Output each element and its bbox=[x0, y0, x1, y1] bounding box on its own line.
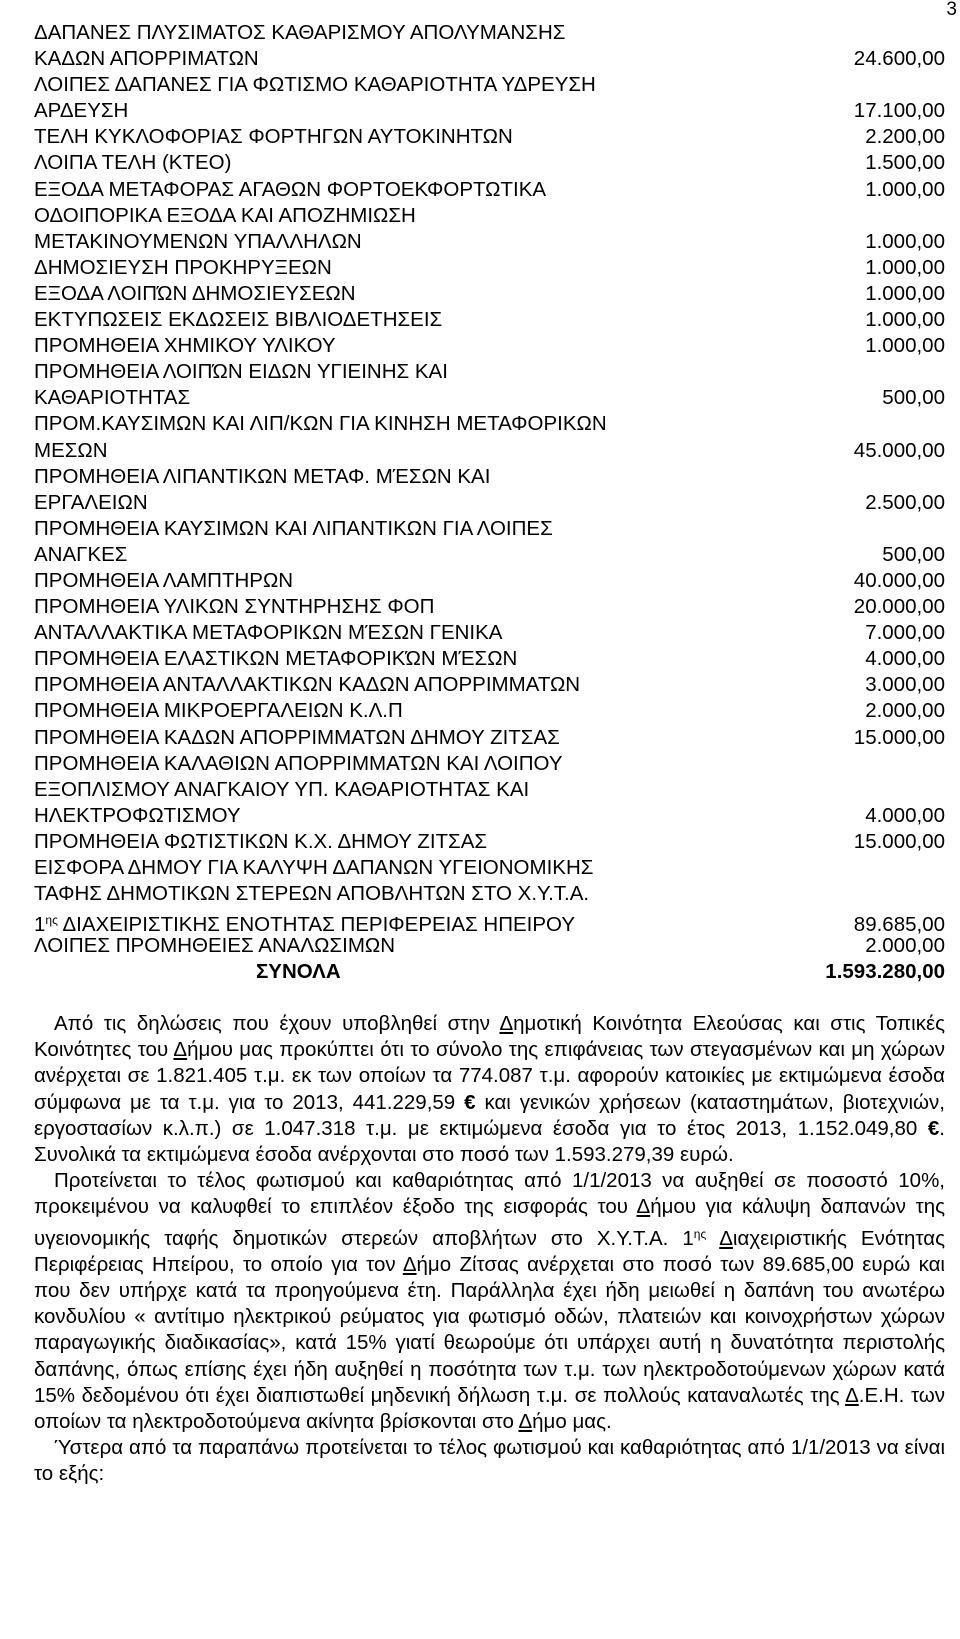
expense-label: ΜΕΤΑΚΙΝΟΥΜΕΝΩΝ ΥΠΑΛΛΗΛΩΝ bbox=[34, 229, 362, 253]
expense-label: ΔΗΜΟΣΙΕΥΣΗ ΠΡΟΚΗΡΥΞΕΩΝ bbox=[34, 255, 332, 279]
contribution-label: ΕΙΣΦΟΡΑ ΔΗΜΟΥ ΓΙΑ ΚΑΛΥΨΗ ΔΑΠΑΝΩΝ ΥΓΕΙΟΝΟΜΙΚΗΣ bbox=[34, 856, 594, 879]
expense-label: ΛΟΙΠΑ ΤΕΛΗ (ΚΤΕΟ) bbox=[34, 151, 232, 175]
expense-label: ΚΑΘΑΡΙΟΤΗΤΑΣ bbox=[34, 386, 191, 410]
expense-amount: 1.000,00 bbox=[865, 255, 945, 279]
expense-amount: 1.000,00 bbox=[865, 177, 945, 201]
expense-line bbox=[34, 281, 945, 307]
expense-amount: 15.000,00 bbox=[853, 829, 945, 853]
expense-label: ΛΟΙΠΕΣ ΔΑΠΑΝΕΣ ΓΙΑ ΦΩΤΙΣΜΟ ΚΑΘΑΡΙΟΤΗΤΑ ΥΔΡΕΥΣΗ bbox=[34, 73, 596, 97]
expense-amount: 2.000,00 bbox=[865, 699, 945, 723]
paragraph-text: ήμου για κάλυψη δαπανών της υγειονομικής ταφής δημοτικών στερεών αποβλήτων στο Χ.Υ.Τ.Α. 1 bbox=[34, 1195, 946, 1250]
expense-amount: 40.000,00 bbox=[853, 568, 945, 592]
total-label: ΣΥΝΟΛΑ bbox=[256, 960, 341, 984]
expense-amount: 7.000,00 bbox=[865, 621, 945, 645]
expense-label: ΠΡΟΜΗΘΕΙΑ ΛΟΙΠΏΝ ΕΙΔΩΝ ΥΓΙΕΙΝΗΣ ΚΑΙ bbox=[34, 360, 448, 384]
expense-amount: 500,00 bbox=[882, 542, 945, 566]
paragraph-text bbox=[706, 1227, 719, 1250]
expense-line bbox=[34, 725, 945, 751]
expense-label: ΠΡΟΜ.ΚΑΥΣΙΜΩΝ ΚΑΙ ΛΙΠ/ΚΩΝ ΓΙΑ ΚΙΝΗΣΗ ΜΕΤΑΦΟΡΙΚΩΝ bbox=[34, 412, 607, 436]
expense-label: ΠΡΟΜΗΘΕΙΑ ΕΛΑΣΤΙΚΩΝ ΜΕΤΑΦΟΡΙΚΏΝ ΜΈΣΩΝ bbox=[34, 647, 518, 671]
expense-line bbox=[34, 359, 945, 385]
expense-line bbox=[34, 150, 945, 176]
expense-amount: 2.200,00 bbox=[865, 125, 945, 149]
expense-line bbox=[34, 307, 945, 333]
expense-line bbox=[34, 516, 945, 542]
expense-label: ΠΡΟΜΗΘΕΙΑ ΚΑΛΑΘΙΩΝ ΑΠΟΡΡΙΜΜΑΤΩΝ ΚΑΙ ΛΟΙΠΟΥ bbox=[34, 751, 563, 775]
underlined-letter: Δ bbox=[173, 1038, 188, 1062]
contribution-text: ΔΙΑΧΕΙΡΙΣΤΙΚΗΣ ΕΝΟΤΗΤΑΣ ΠΕΡΙΦΕΡΕΙΑΣ ΗΠΕΙΡΟΥ bbox=[57, 913, 576, 937]
paragraph-text: ήμου μας προκύπτει ότι το σύνολο της επιφάνειας των στεγασμένων και μη χώρων ανέρχεται σε 1.821.405 τ.μ. εκ των οποίων τα 774.087 τ.μ. αφορούν κατοικίες με εκτιμώμενα έσοδα σύμφωνα με τα τ.μ. για το 2013, 441.229,59 bbox=[34, 1038, 945, 1114]
expense-line bbox=[34, 698, 945, 724]
expense-label: ΕΡΓΑΛΕΙΩΝ bbox=[34, 490, 148, 514]
expense-amount: 1.000,00 bbox=[865, 229, 945, 253]
expense-line bbox=[34, 777, 945, 803]
expense-amount: 15.000,00 bbox=[853, 725, 945, 749]
paragraph-text: ήμο μας. bbox=[532, 1410, 612, 1434]
expense-line bbox=[34, 803, 945, 829]
underlined-letter: Δ bbox=[636, 1195, 651, 1219]
expense-line bbox=[34, 542, 945, 568]
paragraph-text: Προτείνεται το τέλος φωτισμού και καθαριότητας από 1/1/2013 να αυξηθεί σε ποσοστό 10%, προκειμένου να καλυφθεί το επιπλέον έξοδο της εισφοράς του bbox=[34, 1169, 945, 1219]
expense-amount: 20.000,00 bbox=[853, 595, 945, 619]
contribution-label: ΤΑΦΗΣ ΔΗΜΟΤΙΚΩΝ ΣΤΕΡΕΩΝ ΑΠΟΒΛΗΤΩΝ ΣΤΟ Χ.Υ.Τ.Α. bbox=[34, 882, 590, 906]
paragraph-text: ημοτική Κοινότητα Ελεούσας και στις Τοπικές Κοινότητες του bbox=[34, 1012, 945, 1062]
expense-line bbox=[34, 333, 945, 359]
expense-line bbox=[34, 98, 945, 124]
paragraph-text: .Ε.Η. των οποίων τα ηλεκτροδοτούμενα ακίνητα βρίσκονται στο bbox=[34, 1383, 946, 1434]
euro-symbol: € bbox=[927, 1116, 940, 1140]
expense-amount: 500,00 bbox=[882, 386, 945, 410]
expense-amount: 1.000,00 bbox=[865, 281, 945, 305]
expense-label: ΕΞΟΠΛΙΣΜΟΥ ΑΝΑΓΚΑΙΟΥ ΥΠ. ΚΑΘΑΡΙΟΤΗΤΑΣ ΚΑΙ bbox=[34, 777, 530, 801]
underlined-letter: Δ bbox=[402, 1252, 417, 1276]
underlined-letter: Δ bbox=[499, 1012, 514, 1035]
expense-line bbox=[34, 46, 945, 72]
expense-line bbox=[34, 255, 945, 281]
paragraph-text: και γενικών χρήσεων (καταστημάτων, βιοτεχνιών, εργοστασίων κ.λ.π.) σε 1.047.318 τ.μ. με εκτιμώμενα έσοδα για το έτος 2013, 1.152.049,80 bbox=[34, 1090, 945, 1140]
expense-amount: 4.000,00 bbox=[865, 647, 945, 671]
expense-label: ΑΝΑΓΚΕΣ bbox=[34, 542, 128, 566]
expense-label: ΠΡΟΜΗΘΕΙΑ ΛΑΜΠΤΗΡΩΝ bbox=[34, 568, 294, 592]
underlined-letter: Δ bbox=[518, 1410, 533, 1434]
paragraph-text: . Συνολικά τα εκτιμώμενα έσοδα ανέρχονται στο ποσό των 1.593.279,39 ευρώ. bbox=[34, 1116, 945, 1167]
expense-label: ΠΡΟΜΗΘΕΙΑ ΚΑΥΣΙΜΩΝ ΚΑΙ ΛΙΠΑΝΤΙΚΩΝ ΓΙΑ ΛΟΙΠΕΣ bbox=[34, 516, 553, 540]
expense-line bbox=[34, 933, 945, 959]
page-number: 3 bbox=[946, 0, 957, 20]
expense-line bbox=[34, 464, 945, 490]
expense-label: ΔΑΠΑΝΕΣ ΠΛΥΣΙΜΑΤΟΣ ΚΑΘΑΡΙΣΜΟΥ ΑΠΟΛΥΜΑΝΣΗΣ bbox=[34, 21, 566, 44]
paragraph-text: Ύστερα από τα παραπάνω προτείνεται το τέλος φωτισμού και καθαριότητας από 1/1/2013 να είναι το εξής: bbox=[34, 1436, 945, 1486]
contribution-amount: 89.685,00 bbox=[853, 913, 945, 937]
expense-line bbox=[34, 72, 945, 98]
expense-label: ΠΡΟΜΗΘΕΙΑ ΑΝΤΑΛΛΑΚΤΙΚΩΝ ΚΑΔΩΝ ΑΠΟΡΡΙΜΜΑΤΩΝ bbox=[34, 673, 581, 697]
expense-line bbox=[34, 438, 945, 464]
expense-line bbox=[34, 411, 945, 437]
expense-label: ΠΡΟΜΗΘΕΙΑ ΧΗΜΙΚΟΥ ΥΛΙΚΟΥ bbox=[34, 334, 336, 358]
expense-line bbox=[34, 594, 945, 620]
paragraph-text: ήμο Ζίτσας ανέρχεται στο ποσό των 89.685,00 ευρώ και που δεν υπήρχε κατά τα προηγούμενα έτη. Παράλληλα έχει ήδη μειωθεί η δαπάνη του ανωτέρω κονδυλίου « αντίτιμο ηλεκτρικού ρεύματος για φωτισμό οδών, πλατειών και κοινοχρήστων χώρων παραγωγικής διαδικασίας», κατά 15% γιατί θεωρούμε ότι υπάρχει αυτή η δυνατότητα περιστολής δαπάνης, όπως επίσης έχει ήδη αυξηθεί η ποσότητα των τ.μ. των ηλεκτροδοτούμενων χώρων κατά 15% δεδομένου ότι έχει διαπιστωθεί μηδενική δήλωση τ.μ. σε πολλούς καταναλωτές της bbox=[34, 1252, 945, 1407]
contribution-line bbox=[34, 855, 945, 881]
expense-list bbox=[34, 20, 945, 985]
expense-label: ΑΝΤΑΛΛΑΚΤΙΚΑ ΜΕΤΑΦΟΡΙΚΩΝ ΜΈΣΩΝ ΓΕΝΙΚΑ bbox=[34, 621, 503, 645]
expense-label: ΠΡΟΜΗΘΕΙΑ ΥΛΙΚΩΝ ΣΥΝΤΗΡΗΣΗΣ ΦΟΠ bbox=[34, 595, 435, 619]
expense-line bbox=[34, 751, 945, 777]
expense-label: ΗΛΕΚΤΡΟΦΩΤΙΣΜΟΥ bbox=[34, 803, 241, 827]
total-row bbox=[34, 959, 945, 985]
expense-amount: 1.000,00 bbox=[865, 334, 945, 358]
contribution-line bbox=[34, 907, 945, 937]
paragraph-conclusion bbox=[34, 1435, 945, 1487]
expense-line bbox=[34, 646, 945, 672]
ordinal-superscript: ης bbox=[45, 913, 58, 928]
expense-line bbox=[34, 385, 945, 411]
expense-label: ΕΞΟΔΑ ΜΕΤΑΦΟΡΑΣ ΑΓΑΘΩΝ ΦΟΡΤΟΕΚΦΟΡΤΩΤΙΚΑ bbox=[34, 177, 547, 201]
expense-label: ΠΡΟΜΗΘΕΙΑ ΜΙΚΡΟΕΡΓΑΛΕΙΩΝ Κ.Λ.Π bbox=[34, 699, 403, 723]
expense-label: ΟΔΟΙΠΟΡΙΚΑ ΕΞΟΔΑ ΚΑΙ ΑΠΟΖΗΜΙΩΣΗ bbox=[34, 203, 416, 227]
expense-line bbox=[34, 620, 945, 646]
paragraph-text: Από τις δηλώσεις που έχουν υποβληθεί στην bbox=[54, 1012, 500, 1035]
expense-amount: 2.000,00 bbox=[865, 934, 945, 958]
expense-label: ΑΡΔΕΥΣΗ bbox=[34, 99, 129, 123]
expense-amount: 1.000,00 bbox=[865, 308, 945, 332]
expense-label: ΠΡΟΜΗΘΕΙΑ ΦΩΤΙΣΤΙΚΩΝ Κ.Χ. ΔΗΜΟΥ ΖΙΤΣΑΣ bbox=[34, 829, 488, 853]
paragraph-text: ιαχειριστικής Ενότητας Περιφέρειας Ηπείρου, το οποίο για τον bbox=[34, 1226, 945, 1276]
expense-amount: 45.000,00 bbox=[853, 438, 945, 462]
expense-label: ΤΕΛΗ ΚΥΚΛΟΦΟΡΙΑΣ ΦΟΡΤΗΓΩΝ ΑΥΤΟΚΙΝΗΤΩΝ bbox=[34, 125, 513, 149]
expense-amount: 17.100,00 bbox=[853, 99, 945, 123]
paragraph-proposal bbox=[34, 1168, 945, 1435]
expense-label: ΜΕΣΩΝ bbox=[34, 438, 108, 462]
expense-line bbox=[34, 203, 945, 229]
expense-line bbox=[34, 229, 945, 255]
expense-line bbox=[34, 829, 945, 855]
expense-label: ΚΑΔΩΝ ΑΠΟΡΡΙΜΑΤΩΝ bbox=[34, 47, 259, 71]
body-text bbox=[34, 1011, 945, 1488]
expense-line bbox=[34, 177, 945, 203]
expense-label: ΛΟΙΠΕΣ ΠΡΟΜΗΘΕΙΕΣ ΑΝΑΛΩΣΙΜΩΝ bbox=[34, 934, 396, 958]
paragraph-declarations bbox=[34, 1011, 945, 1168]
expense-line bbox=[34, 20, 945, 46]
expense-line bbox=[34, 124, 945, 150]
expense-amount: 2.500,00 bbox=[865, 490, 945, 514]
expense-label: ΠΡΟΜΗΘΕΙΑ ΛΙΠΑΝΤΙΚΩΝ ΜΕΤΑΦ. ΜΈΣΩΝ ΚΑΙ bbox=[34, 464, 491, 488]
expense-line bbox=[34, 672, 945, 698]
expense-amount: 3.000,00 bbox=[865, 673, 945, 697]
expense-line bbox=[34, 490, 945, 516]
expense-amount: 24.600,00 bbox=[853, 47, 945, 71]
ordinal-number: 1 bbox=[34, 913, 46, 937]
underlined-letter: Δ bbox=[719, 1226, 733, 1250]
expense-amount: 1.500,00 bbox=[865, 151, 945, 175]
expense-label: ΕΚΤΥΠΩΣΕΙΣ ΕΚΔΩΣΕΙΣ ΒΙΒΛΙΟΔΕΤΗΣΕΙΣ bbox=[34, 308, 443, 332]
expense-amount: 4.000,00 bbox=[865, 803, 945, 827]
underlined-letter: Δ bbox=[845, 1383, 859, 1407]
ordinal-superscript: ης bbox=[693, 1226, 707, 1241]
expense-line bbox=[34, 568, 945, 594]
expense-label: ΠΡΟΜΗΘΕΙΑ ΚΑΔΩΝ ΑΠΟΡΡΙΜΜΑΤΩΝ ΔΗΜΟΥ ΖΙΤΣΑΣ bbox=[34, 725, 560, 749]
expense-label: ΕΞΟΔΑ ΛΟΙΠΏΝ ΔΗΜΟΣΙΕΥΣΕΩΝ bbox=[34, 281, 356, 305]
euro-symbol: € bbox=[464, 1090, 476, 1114]
total-amount: 1.593.280,00 bbox=[825, 960, 945, 984]
contribution-line bbox=[34, 881, 945, 907]
